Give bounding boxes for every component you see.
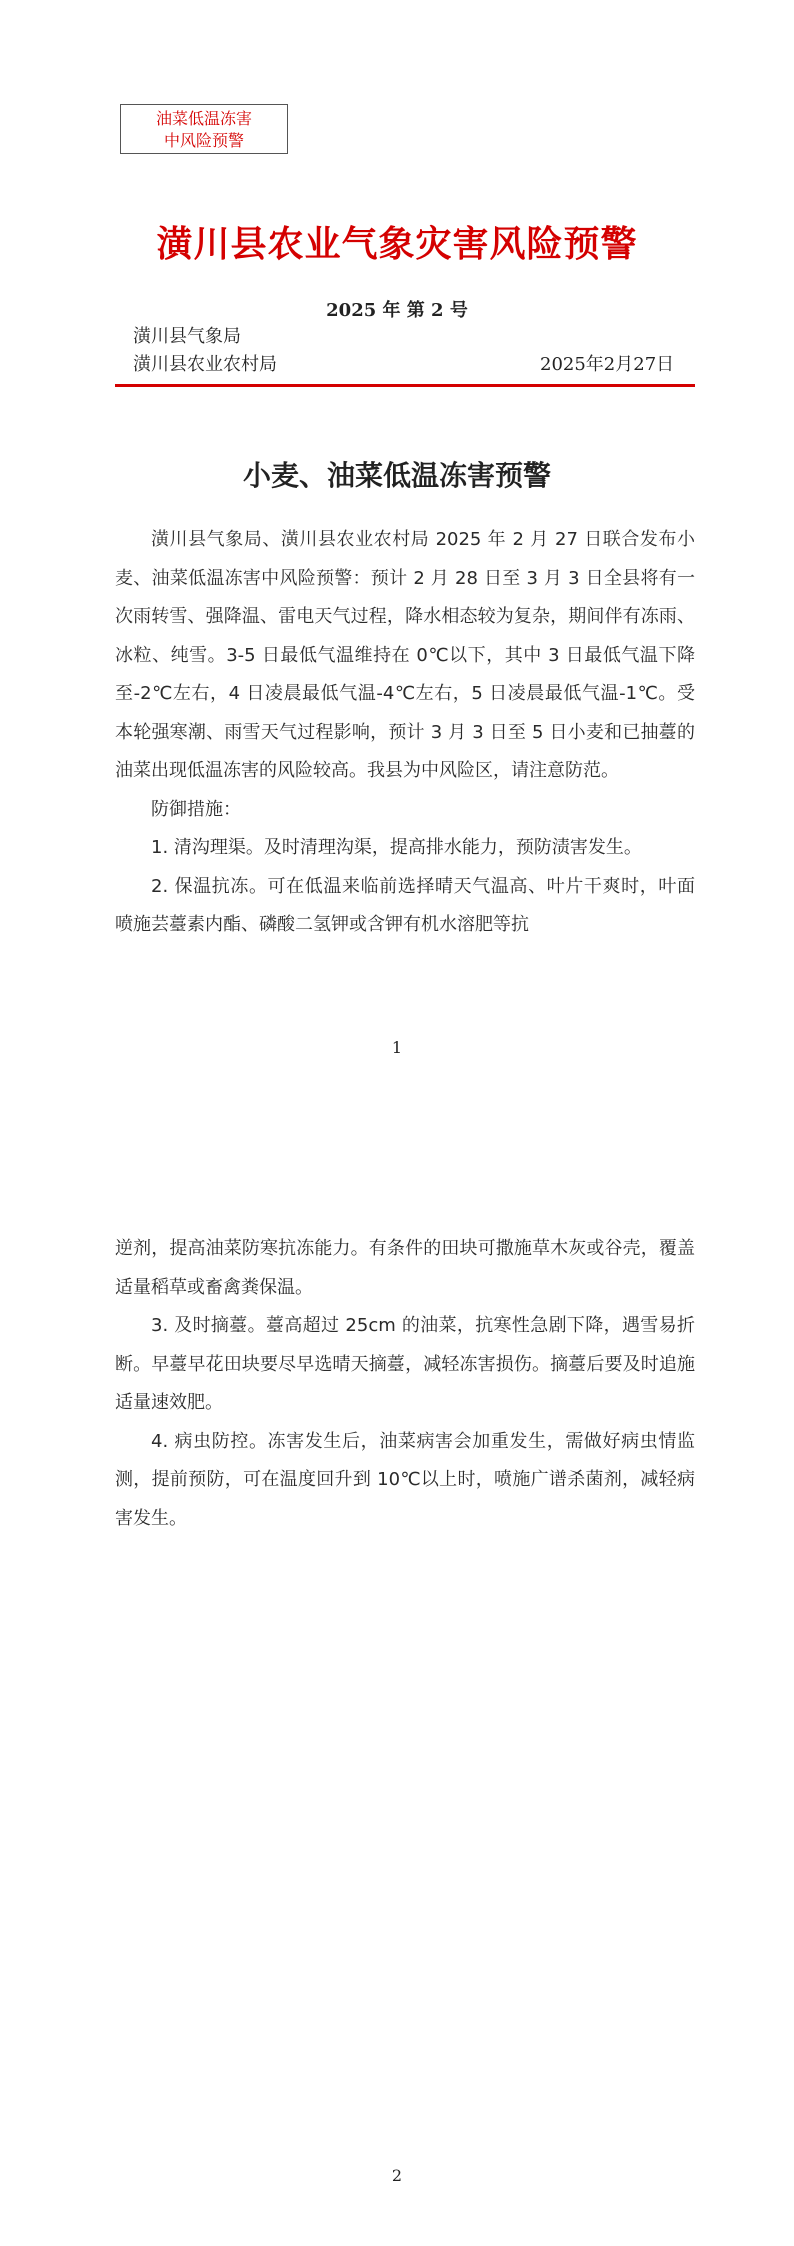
header-divider xyxy=(115,384,695,387)
measure-3: 3. 及时摘薹。薹高超过 25cm 的油菜，抗寒性急剧下降，遇雪易折断。早薹早花田块要尽早选晴天摘薹，减轻冻害损伤。摘薹后要及时追施适量速效肥。 xyxy=(115,1315,695,1413)
measure-1: 1. 清沟理渠。及时清理沟渠，提高排水能力，预防渍害发生。 xyxy=(151,837,642,858)
issuing-agency-2: 潢川县农业农村局 xyxy=(133,354,277,375)
intro-paragraph: 潢川县气象局、潢川县农业农村局 2025 年 2 月 27 日联合发布小麦、油菜低温冻害中风险预警：预计 2 月 28 日至 3 月 3 日全县将有一次雨转雪、强降温、雷电天气过程，降水相态较为复杂，期间伴有冻雨、冰粒、纯雪。3-5 日最低气温维持在 0℃以下，其中 3 日最低气温下降至-2℃左右，4 日凌晨最低气温-4℃左右，5 日凌晨最低气温-1℃。受本轮强寒潮、雨雪天气过程影响，预计 3 月 3 日至 5 日小麦和已抽薹的油菜出现低温冻害的风险较高。我县为中风险区，请注意防范。 xyxy=(115,529,695,781)
measures-heading: 防御措施： xyxy=(151,798,241,820)
warning-title: 小麦、油菜低温冻害预警 xyxy=(242,459,551,492)
stamp-line-1: 油菜低温冻害 xyxy=(155,109,252,128)
stamp-line-2: 中风险预警 xyxy=(163,131,244,150)
page-number-2: 2 xyxy=(391,2166,403,2185)
measure-4: 4. 病虫防控。冻害发生后，油菜病害会加重发生，需做好病虫情监测，提前预防，可在温度回升到 10℃以上时，喷施广谱杀菌剂，减轻病害发生。 xyxy=(115,1430,695,1529)
document-header-title: 潢川县农业气象灾害风险预警 xyxy=(156,224,638,265)
measure-2-continued: 逆剂，提高油菜防寒抗冻能力。有条件的田块可撒施草木灰或谷壳，覆盖适量稻草或畜禽粪保温。 xyxy=(115,1238,695,1298)
issue-date: 2025年2月27日 xyxy=(540,354,675,375)
risk-level-stamp xyxy=(120,104,288,154)
page-number-1: 1 xyxy=(391,1038,403,1057)
issue-number: 2025 年 第 2 号 xyxy=(326,300,468,321)
issuing-agency-1: 潢川县气象局 xyxy=(133,326,241,347)
page-2-body xyxy=(115,1230,695,1538)
page-1-body xyxy=(115,521,695,945)
measure-2-start: 2. 保温抗冻。可在低温来临前选择晴天气温高、叶片干爽时，叶面喷施芸薹素内酯、磷酸二氢钾或含钾有机水溶肥等抗 xyxy=(115,875,695,935)
